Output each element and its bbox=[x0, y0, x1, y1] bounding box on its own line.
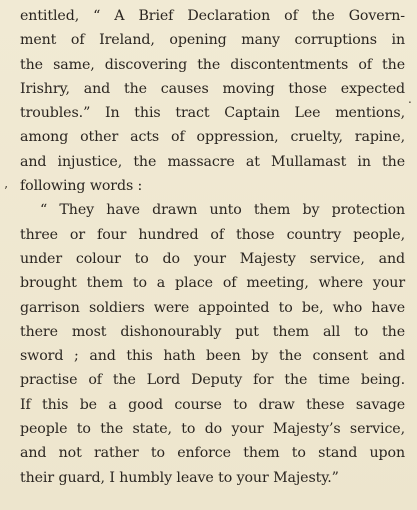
margin-mark: ’ bbox=[4, 184, 8, 198]
quote-line: sword ; and this hath been by the consent and bbox=[20, 348, 405, 365]
body-text bbox=[20, 4, 405, 490]
text-line: among other acts of oppression, cruelty, rapine, bbox=[20, 129, 405, 146]
quote-line: practise of the Lord Deputy for the time being. bbox=[20, 372, 405, 389]
quote-line: brought them to a place of meeting, where your bbox=[20, 275, 405, 292]
quote-line: three or four hundred of those country people, bbox=[20, 226, 405, 243]
text-line: Irishry, and the causes moving those expected bbox=[20, 80, 405, 97]
quote-line: If this be a good course to draw these savage bbox=[20, 396, 405, 413]
text-line: the same, discovering the discontentments of the bbox=[20, 56, 405, 73]
quote-line: people to the state, to do your Majesty’s service, bbox=[20, 421, 405, 438]
text-line: following words : bbox=[20, 178, 143, 195]
margin-mark: . bbox=[408, 92, 412, 106]
quote-line: and not rather to enforce them to stand upon bbox=[20, 445, 405, 462]
quote-line: there most dishonourably put them all to the bbox=[20, 323, 405, 340]
text-line: and injustice, the massacre at Mullamast in the bbox=[20, 153, 405, 170]
text-line: entitled, “ A Brief Declaration of the Govern- bbox=[20, 8, 405, 24]
text-line: ment of Ireland, opening many corruptions in bbox=[20, 32, 405, 49]
quote-line: their guard, I humbly leave to your Majesty.” bbox=[20, 469, 339, 486]
text-line: troubles.” In this tract Captain Lee mentions, bbox=[20, 105, 405, 122]
quote-line: garrison soldiers were appointed to be, who have bbox=[20, 299, 405, 316]
quote-line: under colour to do your Majesty service, and bbox=[20, 250, 405, 267]
quote-line: “ They have drawn unto them by protection bbox=[40, 202, 405, 219]
